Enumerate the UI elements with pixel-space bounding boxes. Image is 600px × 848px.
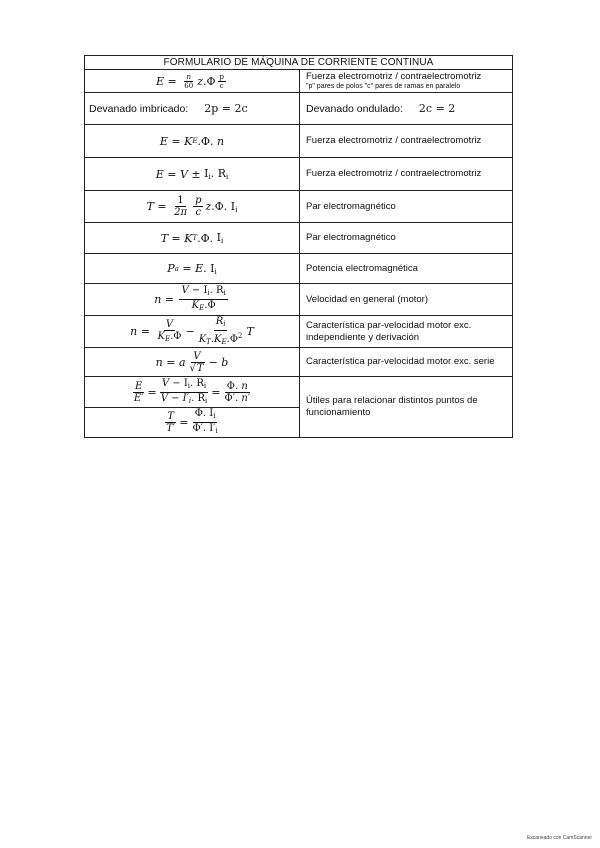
table-row <box>85 191 512 223</box>
table-row <box>85 125 512 158</box>
formula-table <box>84 55 513 438</box>
winding-lap-label: Devanado imbricado: <box>89 102 189 115</box>
row-description: Fuerza electromotriz / contraelectromotriz <box>306 168 482 179</box>
row-description: Potencia electromagnética <box>306 262 418 274</box>
formula-ratio-torque: $\frac{T}{T'}$ = $\frac{\Phi. I_i}{\Phi'. I'_i}$ <box>166 408 218 435</box>
table-row <box>85 348 512 377</box>
scanner-watermark: Escaneado con CamScanner <box>526 835 592 841</box>
row-description: Fuerza electromotriz / contraelectromotriz <box>306 135 482 146</box>
table-title: FORMULARIO DE MÁQUINA DE CORRIENTE CONTINUA <box>85 56 512 70</box>
table-row <box>85 70 512 93</box>
winding-wave-label: Devanado ondulado: <box>306 102 403 115</box>
table-row <box>85 93 512 125</box>
row-description: Velocidad en general (motor) <box>306 293 428 305</box>
table-row <box>85 377 512 437</box>
row-description: Útiles para relacionar distintos puntos de funcionamiento <box>306 395 478 418</box>
formula-torque-speed-series: n = a $\frac{V}{√T}$ − b <box>85 348 300 376</box>
table-row <box>85 223 512 254</box>
formula-speed-general: n = $\frac{V - I_i. R_i}{K_E.\Phi}$ <box>85 284 300 315</box>
winding-lap-eq: 2p = 2c <box>204 102 248 115</box>
formula-power: P a = E. $I_i$ <box>85 254 300 283</box>
formula-torque-kt: T = K T . Φ . $I_i$ <box>85 223 300 253</box>
row-description: Par electromagnético <box>306 232 396 243</box>
row-note: "p" pares de polos "c" pares de ramas en paralelo <box>306 83 461 90</box>
row-description: Par electromagnético <box>306 200 396 212</box>
table-row <box>85 316 512 348</box>
formula-ratio-emf: $\frac{E}{E'}$ = $\frac{V - I_i. R_i}{V - I'_i. R_i}$ = $\frac{\Phi. n}{\Phi'. n'}$ <box>85 377 299 408</box>
formula-emf-ke: E = K E . Φ . n <box>85 125 300 157</box>
table-row <box>85 158 512 191</box>
row-description: Característica par-velocidad motor exc. serie <box>306 356 495 367</box>
formula-emf-voltage: E = V ± $I_i$. $R_i$ <box>85 158 300 190</box>
row-description: Fuerza electromotriz / contraelectromotriz <box>306 71 482 82</box>
formula-torque-speed-shunt: n = $\frac{V}{K_E.\Phi}$ − $\frac{R_i}{K_T.K_E.\Phi^2}$ T <box>85 316 300 347</box>
formula-torque-general: T = $\frac{1}{2\pi}$ $\frac{p}{c}$ z. Φ . $I_i$ <box>85 191 300 222</box>
table-row <box>85 254 512 284</box>
winding-wave-eq: 2c = 2 <box>418 102 456 115</box>
table-row <box>85 284 512 316</box>
formula-emf-general: E = $\frac{n}{60}$ z. Φ $\frac{p}{c}$ <box>85 70 300 92</box>
row-description: Característica par-velocidad motor exc. independiente y derivación <box>306 319 472 343</box>
